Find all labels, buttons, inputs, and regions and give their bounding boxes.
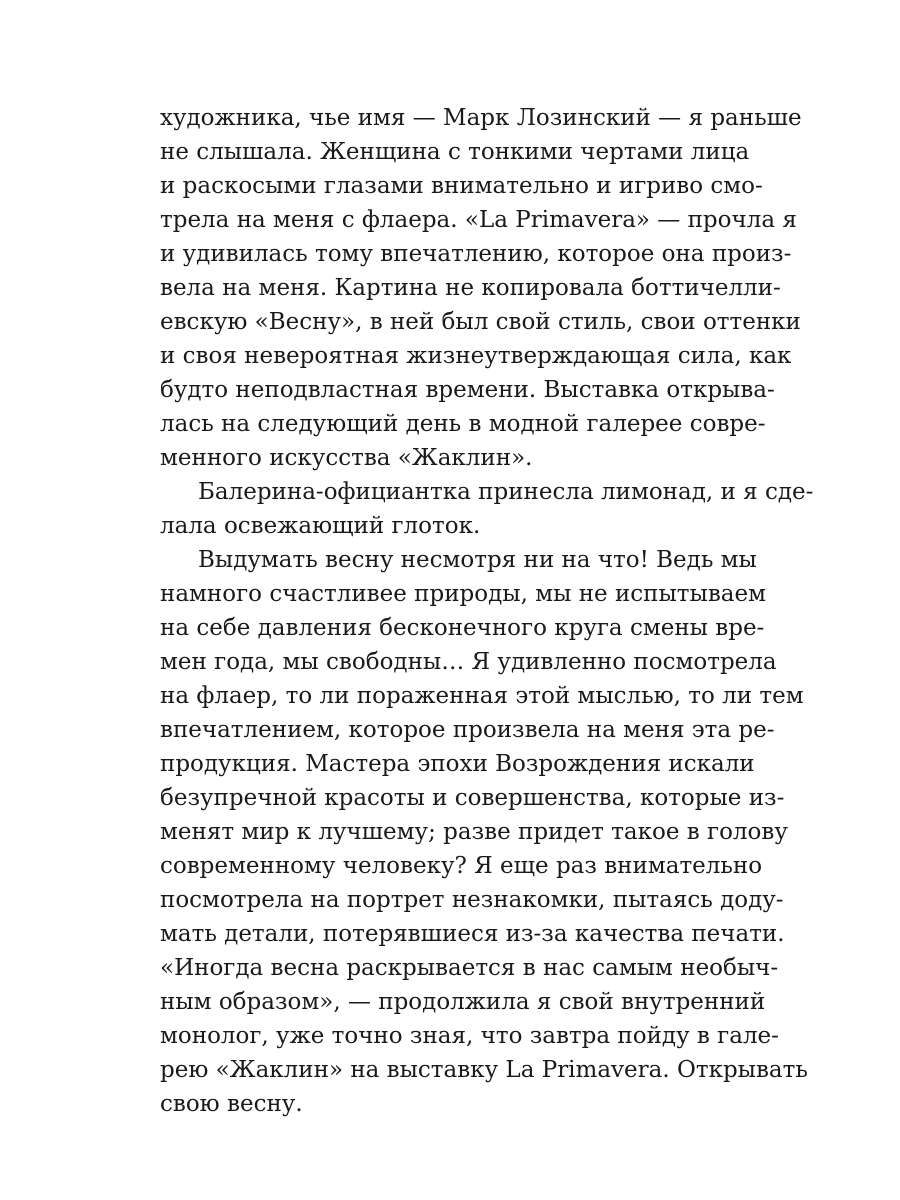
text-line: на себе давления бесконечного круга смены вре- bbox=[160, 615, 765, 641]
text-line: посмотрела на портрет незнакомки, пытаясь доду- bbox=[160, 887, 784, 913]
text-line: художника, чье имя — Марк Лозинский — я раньше bbox=[160, 105, 802, 131]
text-line: намного счастливее природы, мы не испытываем bbox=[160, 581, 766, 607]
text-line: ным образом», — продолжила я свой внутренний bbox=[160, 989, 766, 1015]
text-line: на флаер, то ли пораженная этой мыслью, то ли тем bbox=[160, 683, 804, 709]
text-line: мен года, мы свободны… Я удивленно посмотрела bbox=[160, 649, 777, 675]
text-line: лась на следующий день в модной галерее совре- bbox=[160, 411, 766, 437]
text-line: рею «Жаклин» на выставку La Primavera. Открывать bbox=[160, 1057, 808, 1083]
paragraph-3 bbox=[160, 543, 808, 1121]
text-line: будто неподвластная времени. Выставка открыва- bbox=[160, 377, 775, 403]
paragraph-1 bbox=[160, 101, 802, 475]
text-line: и раскосыми глазами внимательно и игриво смо- bbox=[160, 173, 763, 199]
text-line: вела на меня. Картина не копировала боттичелли- bbox=[160, 275, 781, 301]
text-line: Балерина-официантка принесла лимонад, и я сде- bbox=[198, 479, 814, 505]
text-line: евскую «Весну», в ней был свой стиль, свои оттенки bbox=[160, 309, 801, 335]
text-line: продукция. Мастера эпохи Возрождения искали bbox=[160, 751, 755, 777]
text-line: современному человеку? Я еще раз внимательно bbox=[160, 853, 763, 879]
body-text bbox=[160, 101, 814, 1121]
text-line: менят мир к лучшему; разве придет такое в голову bbox=[160, 819, 788, 845]
text-line: и своя невероятная жизнеутверждающая сила, как bbox=[160, 343, 792, 369]
text-line: впечатлением, которое произвела на меня эта ре- bbox=[160, 717, 775, 743]
text-line: свою весну. bbox=[160, 1091, 303, 1117]
text-line: лала освежающий глоток. bbox=[160, 513, 481, 539]
text-line: мать детали, потерявшиеся из-за качества печати. bbox=[160, 921, 785, 947]
text-line: не слышала. Женщина с тонкими чертами лица bbox=[160, 139, 750, 165]
text-line: безупречной красоты и совершенства, которые из- bbox=[160, 785, 785, 811]
text-line: Выдумать весну несмотря ни на что! Ведь мы bbox=[198, 547, 757, 573]
paragraph-2 bbox=[160, 475, 814, 543]
text-line: трела на меня с флаера. «La Primavera» — прочла я bbox=[160, 207, 797, 233]
text-line: «Иногда весна раскрывается в нас самым необыч- bbox=[160, 955, 779, 981]
text-line: монолог, уже точно зная, что завтра пойду в гале- bbox=[160, 1023, 779, 1049]
text-line: и удивилась тому впечатлению, которое она произ- bbox=[160, 241, 792, 267]
text-line: менного искусства «Жаклин». bbox=[160, 445, 533, 471]
